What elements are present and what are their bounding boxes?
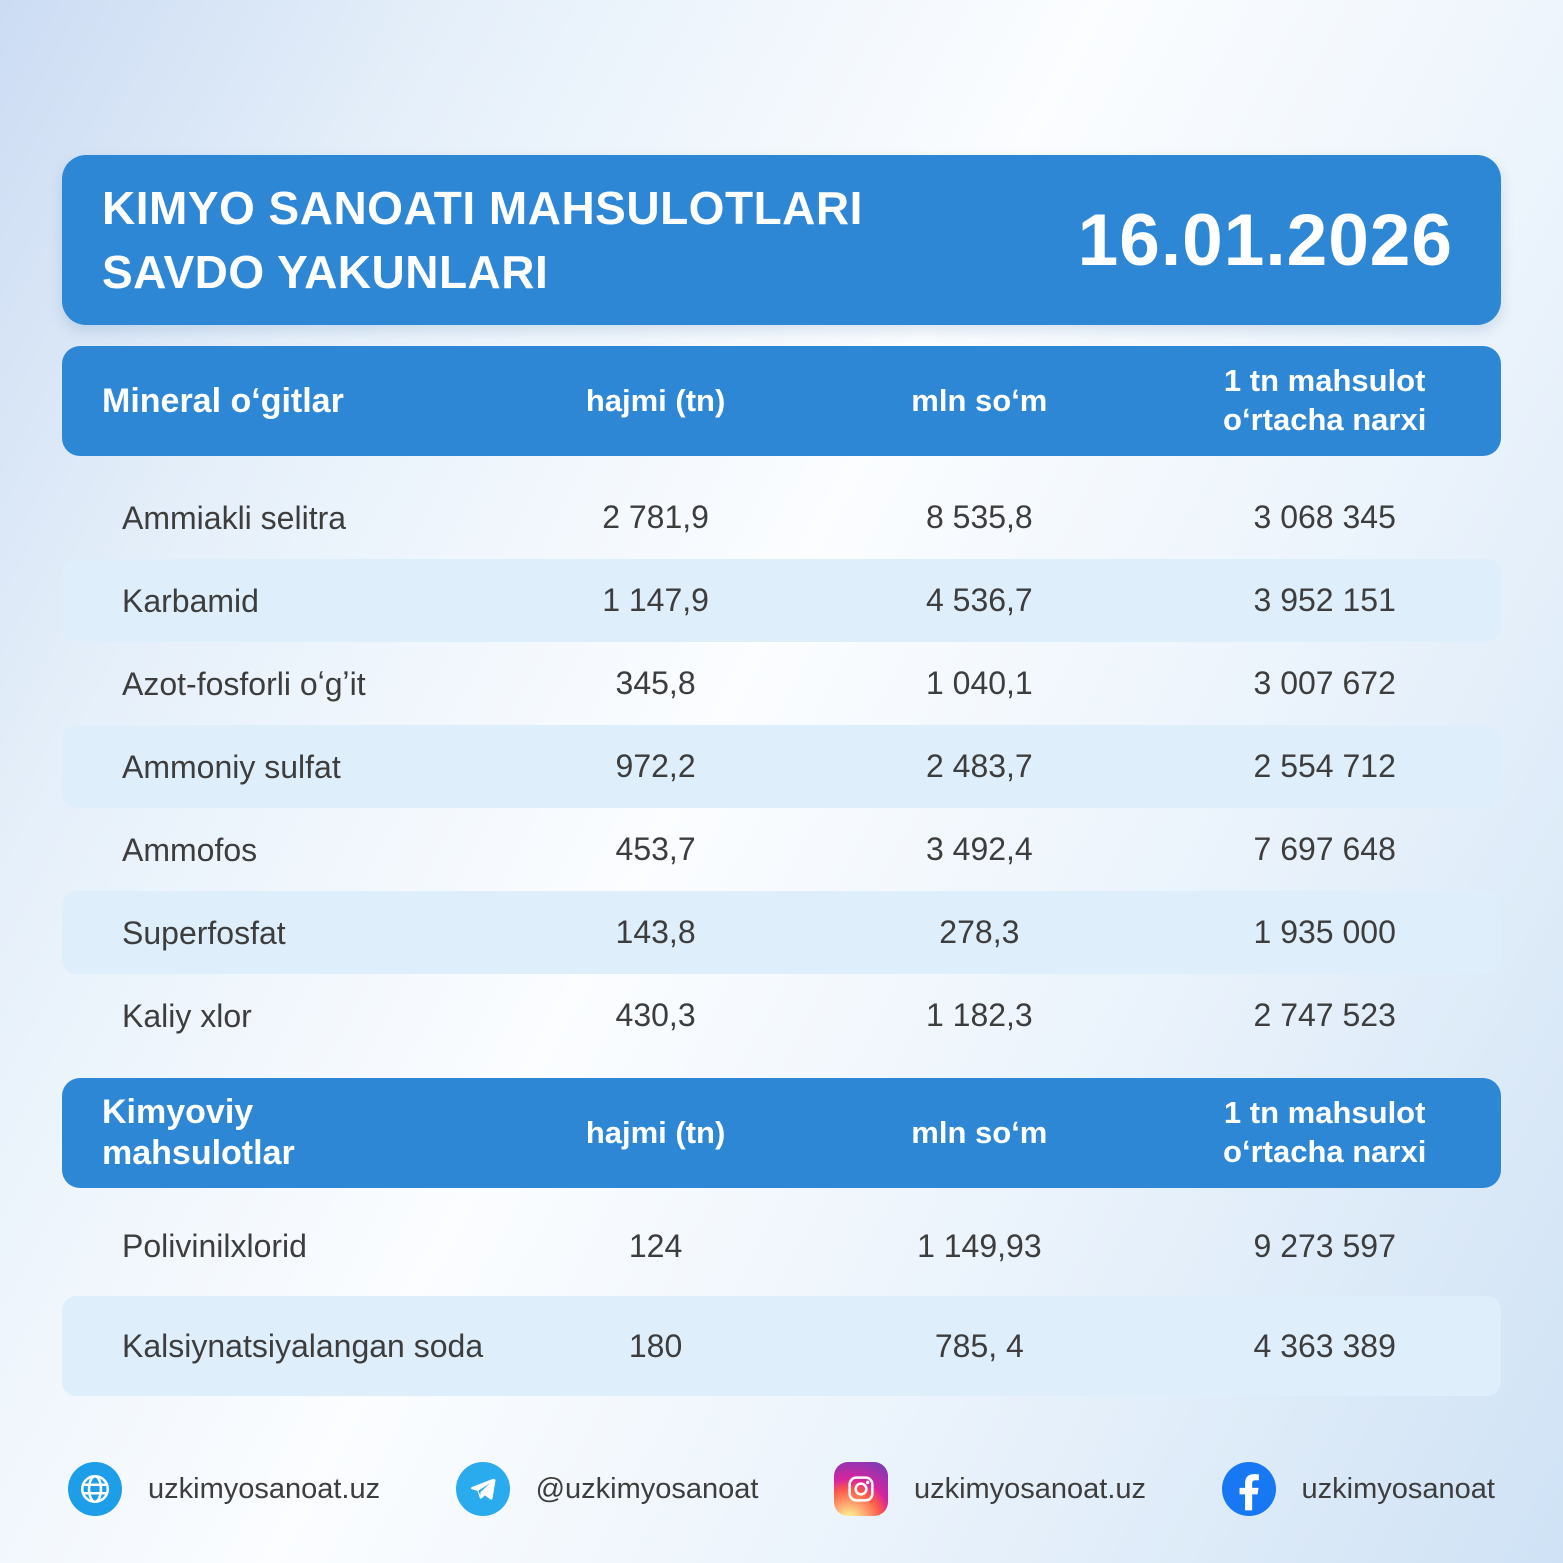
chemical-products-table-body	[62, 1196, 1501, 1396]
column-header-value: mln soʻm	[911, 1115, 1048, 1150]
product-name: Azot-fosforli oʻgʼit	[122, 665, 366, 702]
column-header-avg-price: 1 tn mahsulot oʻrtacha narxi	[1223, 363, 1427, 437]
avg-price-value: 3 068 345	[1253, 499, 1396, 535]
column-header-value: mln soʻm	[911, 383, 1048, 418]
website-link	[68, 1462, 380, 1516]
volume-value: 345,8	[615, 665, 696, 701]
table-row	[62, 1296, 1501, 1396]
footer-social-bar	[62, 1462, 1501, 1516]
volume-value: 430,3	[615, 997, 696, 1033]
section-title: Kimyoviy mahsulotlar	[102, 1093, 295, 1172]
avg-price-value: 2 747 523	[1253, 997, 1396, 1033]
avg-price-value: 9 273 597	[1253, 1227, 1396, 1264]
volume-value: 2 781,9	[602, 499, 709, 535]
avg-price-value: 3 007 672	[1253, 665, 1396, 701]
instagram-label: uzkimyosanoat.uz	[913, 1472, 1147, 1505]
table-row	[62, 1196, 1501, 1296]
product-name: Kalsiynatsiyalangan soda	[122, 1328, 484, 1364]
volume-value: 143,8	[615, 914, 696, 950]
volume-value: 180	[628, 1327, 683, 1364]
sum-value: 278,3	[939, 914, 1020, 950]
sum-value: 785, 4	[934, 1327, 1024, 1364]
column-header-volume: hajmi (tn)	[585, 1115, 726, 1150]
page-title-line2: SAVDO YAKUNLARI	[102, 246, 549, 298]
product-name: Superfosfat	[122, 914, 286, 951]
avg-price-value: 1 935 000	[1253, 914, 1396, 950]
telegram-label: @uzkimyosanoat	[535, 1472, 759, 1505]
table-row	[62, 559, 1501, 642]
sum-value: 3 492,4	[925, 831, 1033, 867]
chemical-products-table-header	[62, 1078, 1501, 1188]
volume-value: 124	[628, 1227, 683, 1264]
mineral-fertilizers-table-header	[62, 346, 1501, 456]
product-name: Ammofos	[122, 831, 258, 868]
table-row	[62, 891, 1501, 974]
page-title	[102, 176, 863, 305]
avg-price-value: 2 554 712	[1253, 748, 1396, 784]
sum-value: 1 040,1	[925, 665, 1033, 701]
column-header-volume: hajmi (tn)	[585, 383, 726, 418]
sum-value: 8 535,8	[925, 499, 1033, 535]
volume-value: 972,2	[615, 748, 696, 784]
volume-value: 453,7	[615, 831, 696, 867]
product-name: Polivinilxlorid	[122, 1228, 307, 1264]
volume-value: 1 147,9	[602, 582, 709, 618]
avg-price-value: 4 363 389	[1253, 1327, 1396, 1364]
website-label: uzkimyosanoat.uz	[148, 1472, 381, 1505]
table-row	[62, 476, 1501, 559]
avg-price-value: 3 952 151	[1253, 582, 1396, 618]
report-date: 16.01.2026	[1077, 199, 1453, 281]
telegram-link	[456, 1462, 759, 1516]
instagram-icon	[834, 1462, 888, 1516]
product-name: Ammoniy sulfat	[122, 748, 341, 785]
page-title-line1: KIMYO SANOATI MAHSULOTLARI	[102, 181, 863, 234]
table-row	[62, 974, 1501, 1057]
sum-value: 4 536,7	[925, 582, 1033, 618]
sum-value: 2 483,7	[925, 748, 1033, 784]
table-row	[62, 808, 1501, 891]
telegram-icon	[456, 1462, 510, 1516]
header-card	[62, 155, 1501, 325]
globe-icon	[68, 1462, 122, 1516]
facebook-link	[1222, 1462, 1495, 1516]
section-title: Mineral oʻgitlar	[102, 381, 344, 420]
avg-price-value: 7 697 648	[1253, 831, 1396, 867]
mineral-fertilizers-table-body	[62, 476, 1501, 1057]
sum-value: 1 182,3	[925, 997, 1033, 1033]
product-name: Ammiakli selitra	[122, 499, 347, 536]
table-row	[62, 725, 1501, 808]
sum-value: 1 149,93	[917, 1227, 1042, 1264]
product-name: Karbamid	[122, 582, 259, 619]
column-header-avg-price: 1 tn mahsulot oʻrtacha narxi	[1223, 1095, 1427, 1169]
facebook-icon	[1222, 1462, 1276, 1516]
instagram-link	[834, 1462, 1146, 1516]
table-row	[62, 642, 1501, 725]
product-name: Kaliy xlor	[122, 997, 252, 1034]
facebook-label: uzkimyosanoat	[1301, 1472, 1495, 1505]
